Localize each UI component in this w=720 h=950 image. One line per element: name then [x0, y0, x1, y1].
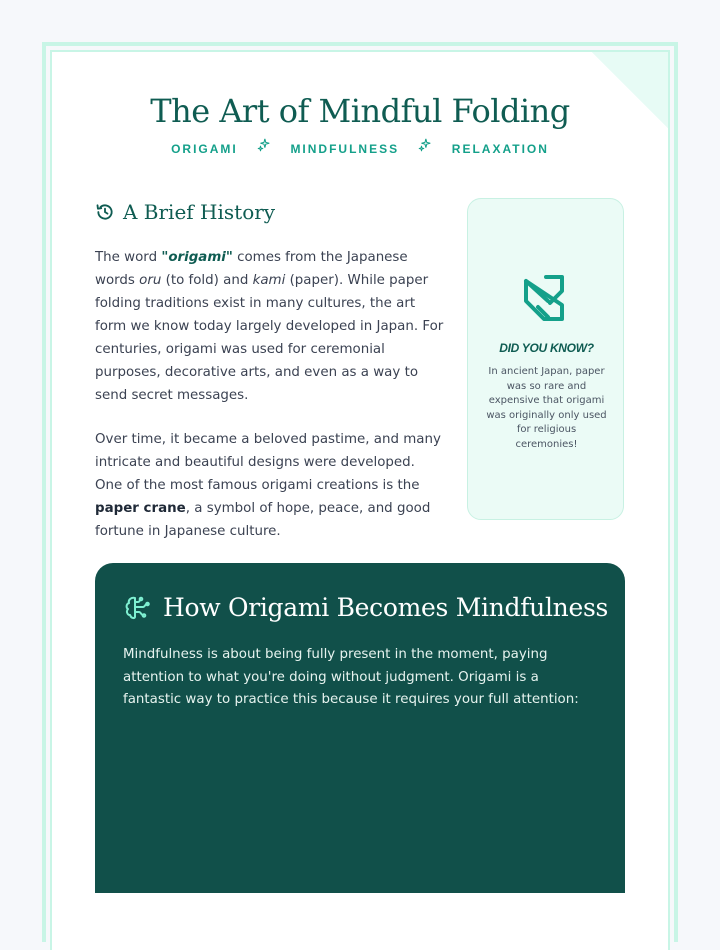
text-run: Over time, it became a beloved pastime, and many intricate and beautiful designs were developed. One of the most famous origami creations is the — [95, 432, 441, 493]
text-run: comes from the Japanese words — [95, 250, 408, 288]
kami-term: kami — [252, 273, 286, 288]
sparkle-icon — [257, 138, 271, 152]
text-run: (to fold) and — [161, 273, 253, 288]
history-body — [95, 246, 445, 564]
mindfulness-heading — [123, 593, 608, 622]
text-run: The word — [95, 250, 162, 265]
did-you-know-card — [467, 198, 624, 520]
did-you-know-title: DID YOU KNOW? — [499, 341, 594, 355]
history-paragraph-1 — [95, 246, 445, 407]
brain-icon — [123, 594, 151, 622]
mindfulness-card — [95, 563, 625, 893]
sparkle-icon — [418, 138, 432, 152]
did-you-know-text: In ancient Japan, paper was so rare and expensive that origami was originally only used for religious ceremonies! — [486, 366, 607, 450]
tag-line — [0, 138, 720, 156]
history-icon — [95, 202, 115, 222]
text-run: (paper). While paper folding traditions exist in many cultures, the art form we know today largely developed in Japan. For centuries, origami was used for ceremonial purposes, decorative arts, and even as a way to send secret messages. — [95, 273, 444, 403]
history-paragraph-2 — [95, 428, 445, 543]
mindfulness-text: Mindfulness is about being fully present in the moment, paying attention to what you're doing without judgment. Origami is a fantastic way to practice this because it requires your full attention: — [123, 647, 579, 707]
paper-crane-term: paper crane — [95, 501, 186, 516]
text-run: , a symbol of hope, peace, and good fortune in Japanese culture. — [95, 501, 431, 539]
tag-relaxation: RELAXATION — [451, 141, 549, 156]
origami-crane-icon — [518, 271, 574, 327]
tag-origami: ORIGAMI — [171, 141, 238, 156]
history-heading — [95, 200, 275, 224]
history-title: A Brief History — [123, 200, 276, 224]
page-title: The Art of Mindful Folding — [150, 92, 570, 130]
tag-mindfulness: MINDFULNESS — [290, 141, 400, 156]
oru-term: oru — [139, 273, 162, 288]
mindfulness-title: How Origami Becomes Mindfulness — [163, 593, 608, 622]
origami-term: "origami" — [161, 250, 233, 265]
